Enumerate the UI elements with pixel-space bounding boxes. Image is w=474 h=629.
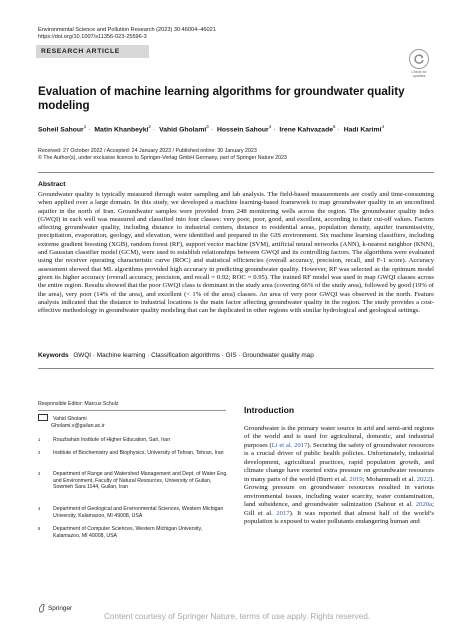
keywords-text: GWQI · Machine learning · Classification algorithms · GIS · Groundwater quality map bbox=[73, 352, 314, 359]
publication-dates bbox=[38, 148, 438, 162]
citation-link[interactable]: 2022 bbox=[416, 475, 431, 483]
copyright-line: © The Author(s), under exclusive licence to Springer-Verlag GmbH Germany, part of Springer Nature 2023 bbox=[38, 155, 287, 161]
intro-run: ). It was reported that almost half of the world’s population is exposed to water pollutants endangering human and bbox=[244, 509, 434, 525]
corresponding-name: Vahid Gholami bbox=[53, 415, 87, 422]
affiliation-text: Department of Geological and Environmental Sciences, Western Michigan University, Kalamazoo, MI 49008, USA bbox=[53, 506, 224, 519]
abstract-heading: Abstract bbox=[38, 181, 66, 188]
author-sup: 4 bbox=[268, 124, 272, 129]
divider bbox=[38, 172, 434, 173]
keywords-line bbox=[38, 352, 434, 359]
intro-run: ; Gill et al. bbox=[244, 501, 434, 517]
author-name[interactable]: Soheil Sahour bbox=[38, 126, 84, 134]
author-name[interactable]: Irene Kahvazade bbox=[279, 126, 334, 134]
responsible-editor: Responsible Editor: Marcus Schulz bbox=[38, 401, 119, 407]
intro-run: ; Mohammadi et al. bbox=[362, 475, 417, 483]
courtesy-notice: Content courtesy of Springer Nature, terms of use apply. Rights reserved. bbox=[103, 612, 371, 621]
abstract-text: Groundwater quality is typically measured through water sampling and lab analysis. The field-based measurements are costly and time-consuming when applied over a large domain. In this study, we developed a machine learning-based framework to map groundwater quality in an unconfined aquifer in the north of Iran. Groundwater samples were provided from 248 monitoring wells across the region. The groundwater quality index (GWQI) in each well was measured and classified into four classes: very poor, poor, good, and excellent, according to their cut-off values. Factors affecting groundwater quality, including distance to industrial centers, distance to residential areas, population density, aquifer transmissivity, precipitation, evaporation, geology, and elevation, were identified and prepared in the GIS environment. Six machine learning classifiers, including extreme gradient boosting (XGB), random forest (RF), support vector machine (SVM), artificial neural networks (ANN), k-nearest neighbor (KNN), and Gaussian classifier model (GCM), were used to establish relationships between GWQI and its controlling factors. The algorithms were evaluated using the receiver operating characteristic curve (ROC) and statistical efficiencies (overall accuracy, precision, recall, and F-1 score). Accuracy assessment showed that ML algorithms provided high accuracy in predicting groundwater quality. However, RF was selected as the optimum model given its higher accuracy (overall accuracy, precision, and recall = 0.92; ROC = 0.95). The trained RF model was used to map GWQI classes across the entire region. Results showed that the poor GWQI class is dominant in the study area (covering 66% of the study area), followed by good (19% of the area), very poor (14% of the area), and excellent (< 1% of the area) classes. An area of very poor GWQI was observed in the north. Feature analysis indicated that the distance to industrial locations is the main factor affecting groundwater quality in the region. The study provides a cost-effective methodology in groundwater quality modeling that can be duplicated in other regions with similar hydrological and geological settings. bbox=[38, 191, 434, 315]
envelope-icon bbox=[38, 414, 48, 421]
author-name[interactable]: Vahid Gholami bbox=[159, 126, 207, 134]
author-sup: 2 bbox=[148, 124, 151, 129]
affiliation bbox=[38, 437, 228, 444]
affiliation-number: 4 bbox=[38, 506, 41, 511]
author-name[interactable]: Hadi Karimi bbox=[343, 126, 382, 134]
author-list: Soheil Sahour$^1$ · Matin Khanbeyki$^2$ · Vahid Gholami$^3$ · Hossein Sahour$^4$ · Irene Kahvazade$^5$ · Hadi Karimi$^4$ bbox=[38, 124, 384, 134]
author-name[interactable]: Hossein Sahour bbox=[216, 126, 269, 134]
affiliation-text: Department of Range and Watershed Management and Dept. of Water Eng. and Environment, Faculty of Natural Resources, University of Guilan, Sowmeh Sara 1144, Guilan, Iran bbox=[53, 471, 228, 491]
affiliation bbox=[38, 471, 228, 491]
affiliation-number: 2 bbox=[38, 450, 41, 455]
affiliation-text: Department of Computer Sciences, Western Michigan University, Kalamazoo, MI 49008, USA bbox=[53, 526, 203, 539]
affiliation bbox=[38, 526, 228, 539]
badge-label-1: Check for bbox=[411, 70, 427, 74]
doi-link[interactable]: https://doi.org/10.1007/s11356-023-25596-3 bbox=[38, 34, 147, 40]
intro-run: Groundwater is the primary water source in arid and semi-arid regions of the world and is used for agricultural, domestic, and industrial purposes ( bbox=[244, 425, 434, 449]
affiliation bbox=[38, 506, 228, 519]
author-sup: 3 bbox=[206, 124, 209, 129]
affiliation-text: Institute of Biochemistry and Biophysics, University of Tehran, Tehran, Iran bbox=[53, 450, 224, 456]
intro-run: ). Securing the safety of groundwater resources is a crucial driver of public health policies. Unfortunately, industrial development, agricultural practices, rapid population growth, and climate change have exerted extra pressure on groundwater resources in many parts of the world (Burri et al. bbox=[244, 441, 434, 483]
citation-link[interactable]: Li et al. 2017 bbox=[271, 441, 308, 449]
affiliation-text: Rouzbahan Institute of Higher Education, Sari, Iran bbox=[53, 437, 171, 443]
divider bbox=[38, 368, 434, 369]
citation-link[interactable]: 2019 bbox=[349, 475, 363, 483]
divider bbox=[38, 410, 226, 411]
paper-title: Evaluation of machine learning algorithms for groundwater quality modeling bbox=[38, 85, 405, 112]
check-for-updates-badge[interactable] bbox=[405, 49, 433, 78]
author-sup: 1 bbox=[83, 124, 87, 129]
introduction-text bbox=[244, 425, 434, 526]
badge-label-2: updates bbox=[412, 74, 426, 78]
refresh-icon bbox=[409, 49, 429, 69]
affiliation-number: 1 bbox=[38, 437, 41, 442]
introduction-heading: Introduction bbox=[244, 405, 295, 415]
affiliation-number: 5 bbox=[38, 526, 41, 531]
citation-link[interactable]: 2017 bbox=[276, 509, 290, 517]
citation-link[interactable]: 2020a bbox=[415, 501, 433, 509]
corresponding-author bbox=[38, 415, 228, 429]
journal-citation: Environmental Science and Pollution Research (2023) 30:46004–46021 bbox=[38, 27, 216, 33]
affiliation bbox=[38, 450, 228, 457]
article-type-banner: RESEARCH ARTICLE bbox=[36, 45, 149, 58]
affiliation-number: 3 bbox=[38, 471, 41, 476]
publisher-name: Springer bbox=[48, 604, 73, 612]
author-name[interactable]: Matin Khanbeyki bbox=[94, 126, 149, 134]
keywords-label: Keywords bbox=[38, 352, 69, 359]
author-sup: 5 bbox=[333, 124, 336, 129]
intro-run: ). Growing pressure on groundwater resources resulted in various environmental issues, including water scarcity, water contamination, land subsidence, and groundwater salinization (Sahour et al. bbox=[244, 475, 435, 509]
corresponding-email[interactable]: Gholami.v@guilan.ac.ir bbox=[51, 422, 105, 429]
author-sup: 4 bbox=[381, 124, 384, 129]
dates-line: Received: 27 October 2022 / Accepted: 24 January 2023 / Published online: 30 January 2023 bbox=[38, 148, 257, 154]
